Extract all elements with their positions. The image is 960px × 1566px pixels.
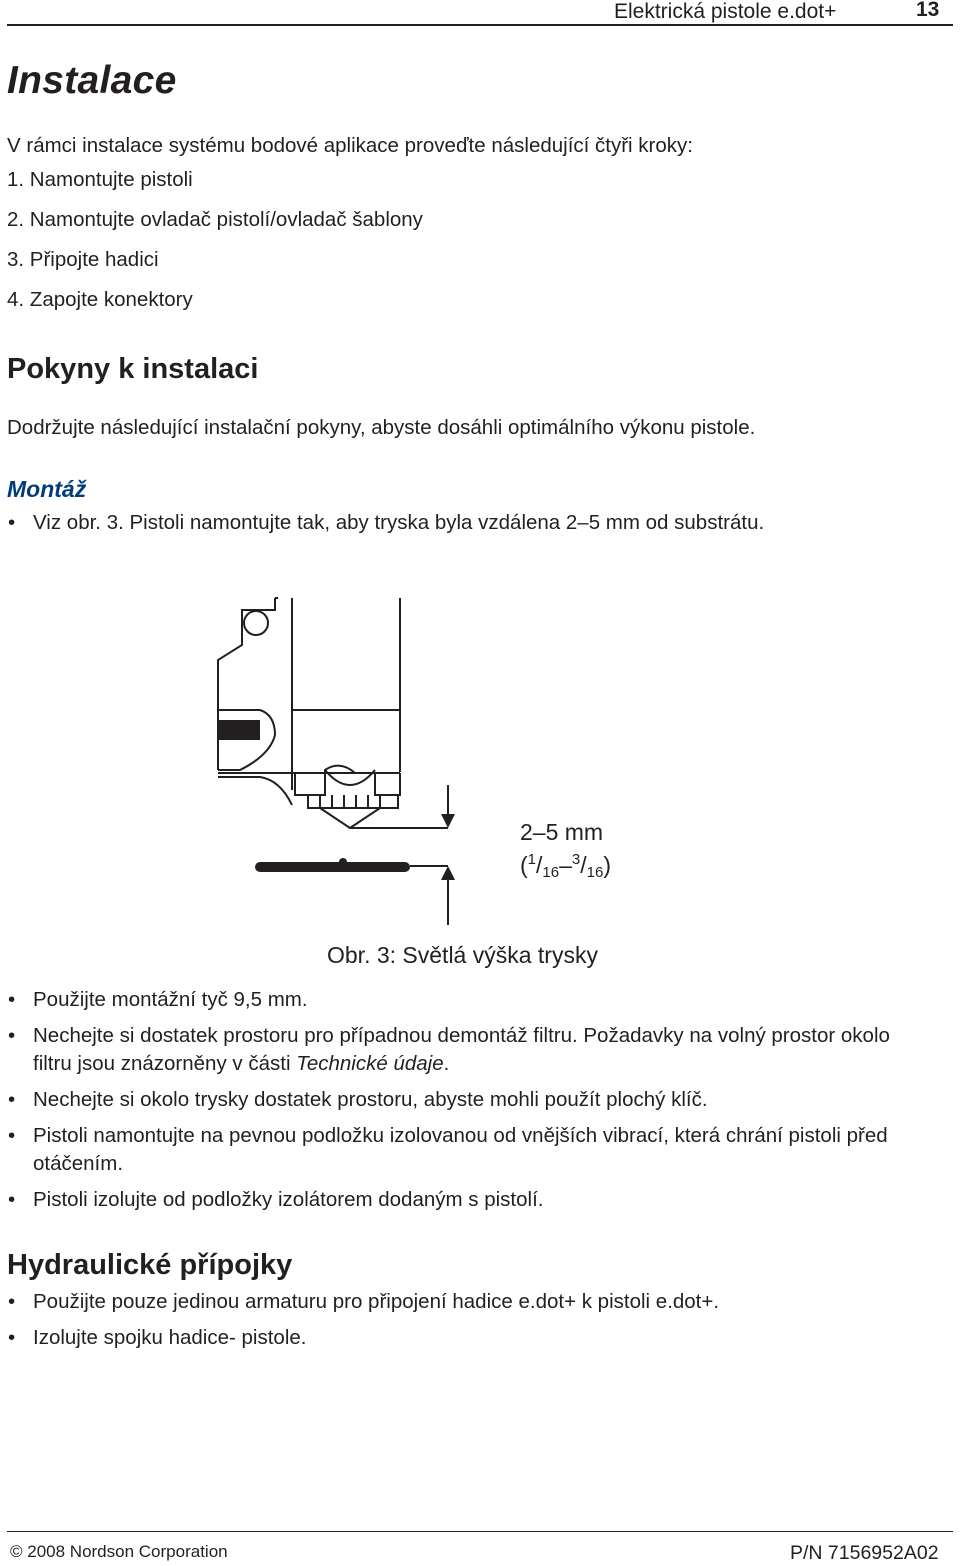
subheading-mounting: Montáž: [7, 476, 87, 502]
list-item: • Pistoli namontujte na pevnou podložku izolovanou od vnějších vibrací, která chrání pistoli před otáčením.: [7, 1122, 907, 1178]
install-intro-text: Dodržujte následující instalační pokyny, abyste dosáhli optimálního výkonu pistole.: [7, 416, 756, 439]
list-item: • Viz obr. 3. Pistoli namontujte tak, aby tryska byla vzdálena 2–5 mm od substrátu.: [7, 509, 907, 537]
copyright-notice: © 2008 Nordson Corporation: [10, 1542, 228, 1561]
list-item: • Izolujte spojku hadice- pistole.: [7, 1324, 907, 1352]
intro-text: V rámci instalace systému bodové aplikace proveďte následující čtyři kroky:: [7, 134, 693, 157]
list-item: • Použijte pouze jedinou armaturu pro připojení hadice e.dot+ k pistoli e.dot+.: [7, 1288, 907, 1316]
mounting-bullet-list: [7, 986, 907, 1214]
clearance-inch-label: ($^1$/16–$^3$/16): [520, 851, 611, 881]
page-number: 13: [916, 0, 940, 21]
list-item: • Nechejte si okolo trysky dostatek prostoru, abyste mohli použít plochý klíč.: [7, 1086, 907, 1114]
part-number: P/N 7156952A02: [790, 1542, 939, 1564]
hydraulic-bullet-list: [7, 1288, 907, 1352]
step-2: 2. Namontujte ovladač pistolí/ovladač šablony: [7, 208, 423, 231]
section-heading-install: Pokyny k instalaci: [7, 353, 259, 385]
running-header-title: Elektrická pistole e.dot+: [614, 0, 837, 23]
step-1: 1. Namontujte pistoli: [7, 168, 193, 191]
header-rule: [7, 24, 953, 26]
clearance-dimension-label: 2–5 mm: [520, 819, 604, 845]
section-heading-hydraulic: Hydraulické přípojky: [7, 1249, 293, 1281]
page-heading: Instalace: [7, 59, 177, 102]
list-item: • Pistoli izolujte od podložky izolátorem dodaným s pistolí.: [7, 1186, 907, 1214]
step-4: 4. Zapojte konektory: [7, 288, 193, 311]
figure-caption: Obr. 3: Světlá výška trysky: [327, 942, 598, 968]
nozzle-clearance-figure: [200, 590, 680, 935]
step-3: 3. Připojte hadici: [7, 248, 159, 271]
list-item: • Použijte montážní tyč 9,5 mm.: [7, 986, 907, 1014]
list-item: • Nechejte si dostatek prostoru pro případnou demontáž filtru. Požadavky na volný prostor okolo filtru jsou znázorněny v části Technické údaje.: [7, 1022, 907, 1078]
mounting-bullet-list-top: [7, 509, 907, 537]
footer-rule: [7, 1531, 953, 1532]
